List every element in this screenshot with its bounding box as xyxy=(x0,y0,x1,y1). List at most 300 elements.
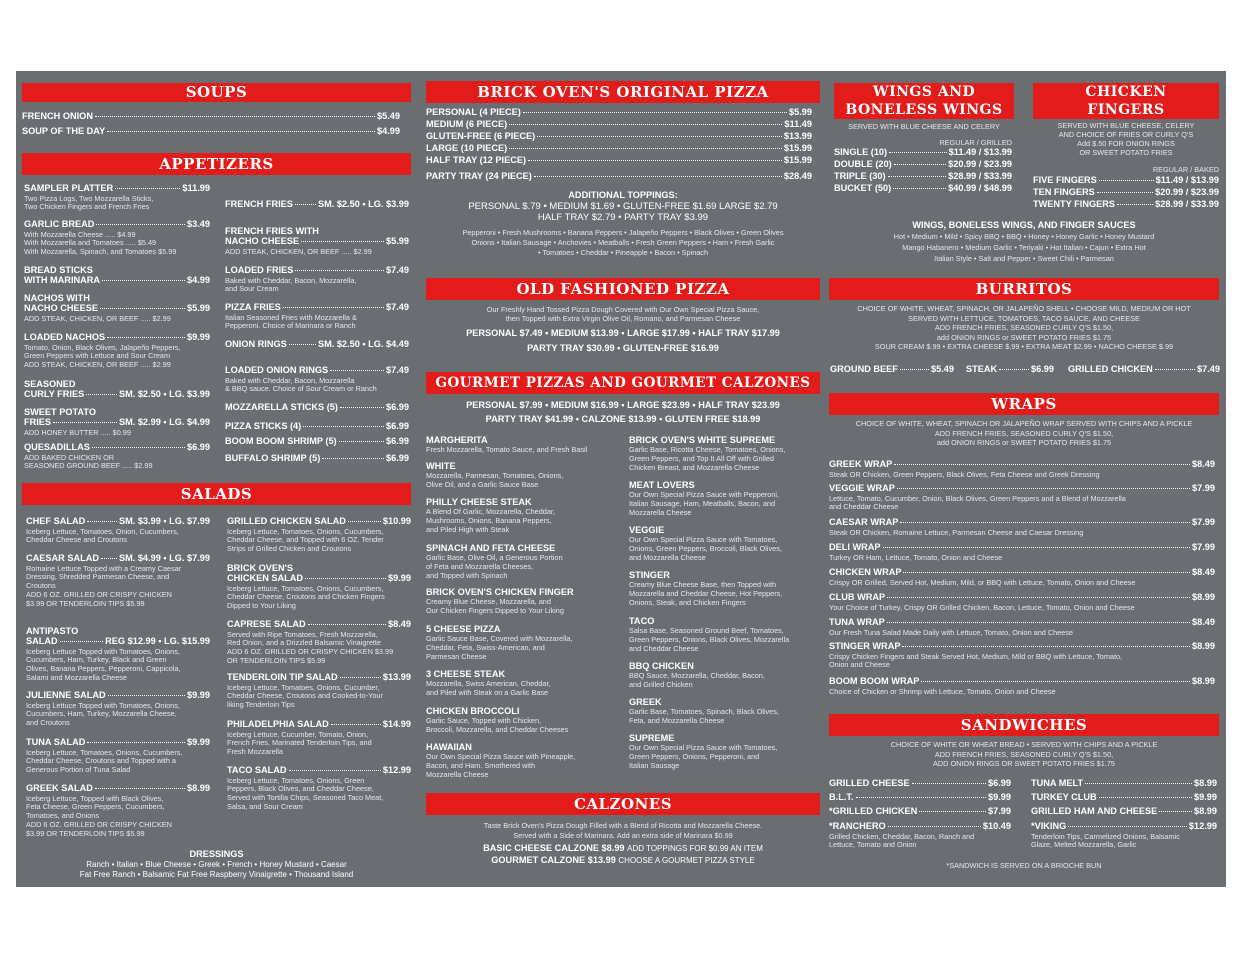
item-desc: Cheddar Cheese, Croutons and Cooked-to-Your xyxy=(227,691,383,701)
gourmet-item-desc: Our Own Special Pizza Sauce with Tomatoes, xyxy=(629,743,778,752)
gourmet-item-desc: and Topped with Spinach xyxy=(426,570,508,580)
leader-dots xyxy=(92,447,185,448)
item-name: BUCKET (50) xyxy=(834,183,892,193)
gourmet-item-name: WHITE xyxy=(426,461,456,471)
item-price: $5.99 xyxy=(386,236,409,246)
leader-dots xyxy=(295,204,316,205)
item-name: FRENCH FRIES xyxy=(225,199,293,209)
leader-dots xyxy=(108,695,185,696)
menu-item-row xyxy=(834,184,1012,193)
calzones-desc: Served with a Side of Marinara. Add an extra side of Marinara $0.99 xyxy=(513,831,733,840)
item-desc: French Fries, Marinated Tenderloin Tips, and xyxy=(227,738,372,748)
item-desc: Italian Seasoned Fries with Mozzarella & xyxy=(225,312,357,322)
item-price: $15.99 xyxy=(783,143,812,153)
item-name: *GRILLED CHICKEN xyxy=(829,806,918,816)
item-name: PERSONAL (4 PIECE) xyxy=(426,107,521,117)
item-price: $9.99 xyxy=(388,573,411,583)
section-title-calzones: CALZONES xyxy=(426,793,820,815)
item-price: $8.99 xyxy=(1192,676,1215,686)
item-desc: With Mozzarella Cheese ..... $4.99 xyxy=(24,229,136,239)
leader-dots xyxy=(95,788,185,789)
item-name: FRENCH FRIES WITH xyxy=(225,226,319,236)
item-name: LOADED ONION RINGS xyxy=(225,365,329,375)
item-price: $7.99 xyxy=(1192,542,1215,552)
item-name: GRILLED CHEESE xyxy=(829,778,910,788)
section-title-sandwiches: SANDWICHES xyxy=(829,714,1219,736)
menu-item-row xyxy=(225,454,409,463)
item-price: SM. $2.99 • LG. $4.99 xyxy=(118,417,210,427)
menu-item-row xyxy=(829,543,1215,552)
item-name: *VIKING xyxy=(1031,821,1067,831)
burritos-desc: ADD FRENCH FRIES, SEASONED CURLY Q'S $1.50, xyxy=(934,323,1114,332)
item-price: $40.99 / $48.99 xyxy=(948,183,1012,193)
leader-dots xyxy=(900,369,929,370)
leader-dots xyxy=(87,742,185,743)
leader-dots xyxy=(534,176,782,177)
gourmet-item-desc: Italian Sausage xyxy=(629,760,680,770)
item-name: CAESAR WRAP xyxy=(829,517,899,527)
leader-dots xyxy=(96,224,185,225)
item-price: $15.99 xyxy=(783,155,812,165)
item-name: ANTIPASTO xyxy=(26,626,79,636)
leader-dots xyxy=(528,160,782,161)
item-price: $7.49 xyxy=(386,265,409,275)
item-name: TUNA SALAD xyxy=(26,737,86,747)
gourmet-prices: PARTY TRAY $41.99 • CALZONE $13.99 • GLUTEN FREE $18.99 xyxy=(485,414,761,424)
item-price: $7.99 xyxy=(1192,483,1215,493)
item-name: CHEF SALAD xyxy=(26,516,86,526)
leader-dots xyxy=(107,337,185,338)
item-desc: Pepperoni. Choice of Marinara or Ranch xyxy=(225,321,356,331)
menu-item-row xyxy=(22,127,400,136)
gourmet-item-desc: Italian Sausage, Ham, Meatballs, Bacon, and xyxy=(629,498,776,508)
menu-item-row xyxy=(26,637,210,646)
gourmet-item-desc: Creamy Blue Cheese Base, then Topped with xyxy=(629,580,777,589)
gourmet-item-desc: Chicken Breast, and Mozzarella Cheese xyxy=(629,462,760,472)
menu-item-row xyxy=(426,156,812,165)
leader-dots xyxy=(330,370,384,371)
item-desc: Tomatoes, and Onions xyxy=(26,811,100,821)
item-desc: Dressing, Shredded Parmesan Cheese, and xyxy=(26,572,170,582)
wraps-desc: ADD FRENCH FRIES, SEASONED CURLY Q'S $1.50, xyxy=(934,428,1114,438)
menu-item-row xyxy=(24,333,210,342)
item-price: $5.99 xyxy=(187,303,210,313)
item-desc: Turkey OR Ham, Lettuce, Tomato, Onion and Cheese xyxy=(829,552,1003,562)
menu-item-row xyxy=(26,554,210,563)
menu-item-row xyxy=(829,568,1215,577)
item-price: $6.99 xyxy=(386,421,409,431)
leader-dots xyxy=(888,176,947,177)
gourmet-item-name: SUPREME xyxy=(629,733,675,743)
menu-item-row xyxy=(227,766,411,775)
leader-dots xyxy=(888,826,981,827)
gourmet-item-desc: Mozzarella Cheese xyxy=(629,507,692,517)
leader-dots xyxy=(283,307,384,308)
gourmet-item-desc: and Cheddar Cheese xyxy=(629,643,699,653)
item-name: SAMPLER PLATTER xyxy=(24,183,114,193)
leader-dots xyxy=(348,521,381,522)
calzones-desc: Taste Brick Oven's Pizza Dough Filled with a Blend of Ricotta and Mozzarella Cheese. xyxy=(483,821,763,830)
dressings-line: Fat Free Ranch • Balsamic Fat Free Raspberry Vinaigrette • Thousand Island xyxy=(79,870,354,879)
item-desc: ADD 6 OZ. GRILLED OR CRISPY CHICKEN $3.99 xyxy=(227,647,394,657)
dressings-line: Ranch • Italian • Blue Cheese • Greek • French • Honey Mustard • Caesar xyxy=(86,860,347,869)
gourmet-item-desc: and Piled High with Steak xyxy=(426,524,510,534)
item-price: $5.49 xyxy=(931,364,954,374)
menu-item-row xyxy=(966,365,1054,374)
item-desc: Strips of Grilled Chicken and Croutons xyxy=(227,544,352,554)
gourmet-item-desc: Cheddar, Feta, Swiss-American, and xyxy=(426,642,545,652)
item-name: JULIENNE SALAD xyxy=(26,690,106,700)
item-name: FRENCH ONION xyxy=(22,111,93,121)
item-price: $8.49 xyxy=(1192,617,1215,627)
calzone-gourmet xyxy=(426,856,820,865)
calzone-basic-note: ADD TOPPINGS FOR $0.99 AN ITEM xyxy=(627,844,763,853)
item-price: $8.49 xyxy=(1192,459,1215,469)
item-price: $9.99 xyxy=(1194,792,1217,802)
item-name: STEAK xyxy=(966,364,998,374)
item-desc: Green Peppers with Lettuce and Sour Cream xyxy=(24,351,171,361)
item-desc: Feta Cheese, Green Peppers, Cucumbers, xyxy=(26,802,165,812)
item-price: $8.49 xyxy=(1192,567,1215,577)
burritos-desc: SERVED WITH LETTUCE, TOMATOES, TACO SAUCE, AND CHEESE xyxy=(908,313,1140,323)
menu-item-row xyxy=(1031,807,1217,816)
item-name: GRILLED HAM AND CHEESE xyxy=(1031,806,1158,816)
item-name: GARLIC BREAD xyxy=(24,219,95,229)
item-desc: Your Choice of Turkey, Crispy OR Grilled Chicken, Bacon, Lettuce, Tomato, Onion and Cheese xyxy=(829,602,1135,612)
leader-dots xyxy=(894,164,946,165)
gourmet-item-desc: Our Own Special Pizza Sauce with Pineapple, xyxy=(426,752,576,761)
menu-item-row xyxy=(829,677,1215,686)
item-name: TWENTY FINGERS xyxy=(1033,199,1116,209)
leader-dots xyxy=(537,136,782,137)
item-desc: Baked with Cheddar, Bacon, Mozzarella, xyxy=(225,275,357,285)
leader-dots xyxy=(289,344,316,345)
menu-item-row xyxy=(227,720,411,729)
item-desc: Iceberg Lettuce, Topped with Black Olives, xyxy=(26,793,164,803)
item-desc: liking Tenderloin Tips xyxy=(227,700,295,710)
item-price: SM. $2.50 • LG. $3.99 xyxy=(317,199,409,209)
item-desc: Red Onion, and a Drizzled Balsamic Vinaigrette xyxy=(227,638,381,648)
leader-dots xyxy=(340,407,384,408)
sauces-list: Hot • Medium • Mild • Spicy BBQ • BBQ • Honey • Honey Garlic • Honey Mustard xyxy=(893,232,1155,241)
item-desc: ADD STEAK, CHICKEN, OR BEEF ..... $2.99 xyxy=(24,313,171,323)
menu-item-row xyxy=(22,112,400,121)
item-price: SM. $2.50 • LG. $4.49 xyxy=(317,339,409,349)
menu-item-row xyxy=(225,403,409,412)
item-price: SM. $2.50 • LG. $3.99 xyxy=(118,389,210,399)
menu-item-row xyxy=(225,437,409,446)
gourmet-item-desc: Mozzarella, Parmesan, Tomatoes, Onions, xyxy=(426,471,564,480)
gourmet-item-name: 3 CHEESE STEAK xyxy=(426,669,506,679)
fingers-note: AND CHOICE OF FRIES OR CURLY Q'S xyxy=(1058,130,1194,139)
item-price: $13.99 xyxy=(382,672,411,682)
menu-item-row xyxy=(426,132,812,141)
menu-item-row xyxy=(829,807,1011,816)
menu-item-row xyxy=(1033,188,1219,197)
menu-item-row xyxy=(24,184,210,193)
menu-item-row xyxy=(227,673,411,682)
section-title-gourmet: GOURMET PIZZAS AND GOURMET CALZONES xyxy=(426,372,820,394)
fingers-note: OR SWEET POTATO FRIES xyxy=(1079,148,1173,157)
sauces-title: WINGS, BONELESS WINGS, AND FINGER SAUCES xyxy=(912,220,1136,230)
item-desc: ADD HONEY BUTTER ..... $0.99 xyxy=(24,427,131,437)
gourmet-item-desc: Garlic Base, Tomatoes, Spinach, Black Olives, xyxy=(629,707,779,716)
gourmet-item-name: MEAT LOVERS xyxy=(629,480,695,490)
leader-dots xyxy=(53,422,117,423)
leader-dots xyxy=(322,458,384,459)
item-desc: and Croutons xyxy=(26,718,70,728)
menu-item-row xyxy=(26,784,210,793)
menu-item-row xyxy=(225,303,409,312)
item-desc: Generous Portion of Tuna Salad xyxy=(26,765,131,775)
old-fashioned-desc: then Topped with Extra Virgin Olive Oil, Romano, and Parmesan Cheese xyxy=(505,314,741,323)
item-price: $5.49 xyxy=(377,111,400,121)
item-desc: Iceberg Lettuce, Tomatoes, Onions, Cucumbers, xyxy=(227,526,384,536)
menu-item-row xyxy=(829,618,1215,627)
menu-item-row xyxy=(829,642,1215,651)
leader-dots xyxy=(95,116,375,117)
gourmet-item-desc: and Grilled Chicken xyxy=(629,679,693,689)
item-desc: Two Chicken Fingers and French Fries xyxy=(24,202,150,212)
fingers-note: SERVED WITH BLUE CHEESE, CELERY xyxy=(1057,121,1195,130)
item-name: QUESADILLAS xyxy=(24,442,90,452)
item-name: CURLY FRIES xyxy=(24,389,85,399)
item-name: STINGER WRAP xyxy=(829,641,901,651)
item-desc: Iceberg Lettuce Topped with Tomatoes, Onions, xyxy=(26,646,180,656)
gourmet-item-desc: and Piled with Steak on a Garlic Base xyxy=(426,687,549,697)
menu-item-row xyxy=(1068,365,1220,374)
menu-item-row xyxy=(834,160,1012,169)
item-name: *RANCHERO xyxy=(829,821,886,831)
menu-item-row xyxy=(227,517,411,526)
item-desc: $3.99 OR TENDERLOIN TIPS $5.99 xyxy=(26,828,145,838)
item-name: LOADED NACHOS xyxy=(24,332,106,342)
leader-dots xyxy=(115,188,180,189)
item-name: TENDERLOIN TIP SALAD xyxy=(227,672,338,682)
item-price: REG $12.99 • LG. $15.99 xyxy=(105,636,210,646)
item-price: $6.99 xyxy=(1031,364,1054,374)
item-name: TEN FINGERS xyxy=(1033,187,1095,197)
gourmet-item-desc: Mozzarella and Cheddar Cheese, Hot Peppers, xyxy=(629,588,783,598)
item-name: CLUB WRAP xyxy=(829,592,886,602)
item-name: BREAD STICKS xyxy=(24,265,93,275)
leader-dots xyxy=(339,441,384,442)
item-price: $8.99 xyxy=(1194,778,1217,788)
gourmet-item-name: 5 CHEESE PIZZA xyxy=(426,624,501,634)
leader-dots xyxy=(301,241,384,242)
gourmet-item-desc: Olive Oil, and a Garlic Sauce Base xyxy=(426,479,539,489)
menu-item-row xyxy=(24,276,210,285)
gourmet-item-desc: Green Peppers, Onions, Pepperoni, and xyxy=(629,751,760,761)
item-name: CAPRESE SALAD xyxy=(227,619,306,629)
item-price: $11.49 xyxy=(784,119,812,129)
menu-item-row xyxy=(829,779,1011,788)
wings-cols: REGULAR / GRILLED xyxy=(939,138,1012,147)
wings-note: SERVED WITH BLUE CHEESE AND CELERY xyxy=(848,122,1000,131)
calzone-gourmet-label: GOURMET CALZONE $13.99 xyxy=(491,855,619,865)
item-desc: Choice of Chicken or Shrimp with Lettuce, Tomato, Onion and Cheese xyxy=(829,686,1056,696)
leader-dots xyxy=(102,280,185,281)
item-price: $6.99 xyxy=(187,442,210,452)
item-name: VEGGIE WRAP xyxy=(829,483,895,493)
item-price: $11.99 xyxy=(182,183,210,193)
item-name: BOOM BOOM SHRIMP (5) xyxy=(225,436,337,446)
menu-item-row xyxy=(24,418,210,427)
menu-item-row xyxy=(24,443,210,452)
item-name: TRIPLE (30) xyxy=(834,171,886,181)
old-fashioned-prices: PERSONAL $7.49 • MEDIUM $13.99 • LARGE $17.99 • HALF TRAY $17.99 xyxy=(466,328,780,338)
item-price: $7.49 xyxy=(386,365,409,375)
item-name: CAESAR SALAD xyxy=(26,553,99,563)
item-desc: Cheddar Cheese, Croutons and Chicken Fingers xyxy=(227,592,385,602)
item-desc: Iceberg Lettuce, Tomatoes, Onions, Green xyxy=(227,775,365,785)
section-title-wings: WINGS AND BONELESS WINGS xyxy=(834,83,1014,119)
menu-item-row xyxy=(24,390,210,399)
gourmet-item-name: BBQ CHICKEN xyxy=(629,661,694,671)
leader-dots xyxy=(999,369,1029,370)
old-fashioned-desc: Our Freshly Hand Tossed Pizza Dough Covered with Our Own Special Pizza Sauce, xyxy=(486,305,760,314)
item-price: $3.49 xyxy=(187,219,210,229)
menu-item-row xyxy=(225,422,409,431)
item-price: $10.49 xyxy=(982,821,1011,831)
item-desc: Dipped to Your Liking xyxy=(227,601,296,611)
item-desc: ADD BAKED CHICKEN OR xyxy=(24,452,115,462)
item-name: NACHOS WITH xyxy=(24,293,90,303)
menu-item-row xyxy=(26,517,210,526)
burritos-desc: add ONION RINGS or SWEET POTATO FRIES $1.75 xyxy=(936,332,1112,342)
item-price: $6.99 xyxy=(386,453,409,463)
leader-dots xyxy=(87,521,117,522)
menu-item-row xyxy=(225,266,409,275)
item-name: SWEET POTATO xyxy=(24,407,96,417)
burritos-desc: CHOICE OF WHITE, WHEAT, SPINACH, OR JALAPEÑO SHELL • CHOOSE MILD, MEDIUM OR HOT xyxy=(857,304,1191,313)
gourmet-item-desc: Our Own Special Pizza Sauce with Pepperoni, xyxy=(629,490,780,499)
item-name: CHICKEN WRAP xyxy=(829,567,902,577)
wraps-desc: add ONION RINGS or SWEET POTATO FRIES $1.75 xyxy=(936,438,1112,447)
toppings-list: Pepperoni • Fresh Mushrooms • Banana Peppers • Jalapeño Peppers • Black Olives • Green Olives xyxy=(462,228,784,237)
item-desc: and Cheddar Cheese xyxy=(829,502,899,512)
item-desc: Crispy Chicken Fingers and Steak Served Hot, Medium, Mild or BBQ with Lettuce, Tomato, xyxy=(829,651,1123,661)
item-price: $8.99 xyxy=(1192,592,1215,602)
item-name: NACHO CHEESE xyxy=(24,303,99,313)
fingers-cols: REGULAR / BAKED xyxy=(1152,165,1219,174)
item-name: MOZZARELLA STICKS (5) xyxy=(225,402,338,412)
item-name: BOOM BOOM WRAP xyxy=(829,676,920,686)
gourmet-item-desc: Our Own Special Pizza Sauce with Tomatoes, xyxy=(629,535,778,544)
item-name: WITH MARINARA xyxy=(24,275,101,285)
menu-item-row xyxy=(1031,793,1217,802)
item-desc: Tenderloin Tips, Carmelized Onions, Balsamic xyxy=(1031,831,1180,841)
item-name: SOUP OF THE DAY xyxy=(22,126,106,136)
gourmet-item-name: CHICKEN BROCCOLI xyxy=(426,706,520,716)
leader-dots xyxy=(897,488,1190,489)
menu-item-row xyxy=(227,620,411,629)
gourmet-item-desc: Bacon, and Ham. Smothered with xyxy=(426,760,536,770)
gourmet-item-desc: Mozzarella Cheese xyxy=(426,769,489,779)
gourmet-item-desc: Green Peppers, Onions, Black Olives, Mozzarella xyxy=(629,634,790,644)
menu-item-row xyxy=(1033,176,1219,185)
menu-item-row xyxy=(26,738,210,747)
gourmet-item-name: VEGGIE xyxy=(629,525,665,535)
leader-dots xyxy=(1099,180,1154,181)
item-desc: and Sour Cream xyxy=(225,284,279,294)
item-desc: Steak OR Chicken, Romaine Lettuce, Parmesan Cheese and Caesar Dressing xyxy=(829,527,1084,537)
toppings-title: ADDITIONAL TOPPINGS: xyxy=(568,190,678,200)
item-price: $9.99 xyxy=(988,792,1011,802)
gourmet-item-desc: Our Chicken Fingers Dipped to Your Liking xyxy=(426,605,564,615)
menu-panel xyxy=(16,71,1226,887)
item-name: TURKEY CLUB xyxy=(1031,792,1097,802)
menu-item-row xyxy=(227,574,411,583)
item-name: MEDIUM (6 PIECE) xyxy=(426,119,508,129)
menu-item-row xyxy=(834,172,1012,181)
gourmet-prices: PERSONAL $7.99 • MEDIUM $16.99 • LARGE $23.99 • HALF TRAY $23.99 xyxy=(466,400,780,410)
item-desc: Served with Ripe Tomatoes, Fresh Mozzarella, xyxy=(227,629,378,639)
leader-dots xyxy=(289,770,381,771)
item-name: GREEK WRAP xyxy=(829,459,893,469)
section-title-old-fashioned: OLD FASHIONED PIZZA xyxy=(426,278,820,300)
leader-dots xyxy=(305,578,386,579)
item-name: PHILADELPHIA SALAD xyxy=(227,719,329,729)
item-desc: Two Pizza Logs, Two Mozzarella Sticks, xyxy=(24,193,154,203)
item-desc: & BBQ sauce. Choice of Sour Cream or Ranch xyxy=(225,384,377,394)
leader-dots xyxy=(86,394,117,395)
item-price: $8.99 xyxy=(187,783,210,793)
item-price: SM. $4.99 • LG. $7.99 xyxy=(118,553,210,563)
item-price: $10.99 xyxy=(382,516,411,526)
gourmet-item-desc: and Mozzarella Cheese xyxy=(629,552,706,562)
item-desc: Iceberg Lettuce Topped with Tomatoes, Onions, xyxy=(26,700,180,710)
gourmet-item-desc: Mozzarella, Swiss American, Cheddar, xyxy=(426,679,551,688)
item-price: $20.99 / $23.99 xyxy=(1155,187,1219,197)
item-desc: ADD 6 OZ. GRILLED OR CRISPY CHICKEN xyxy=(26,589,172,599)
menu-item-row xyxy=(426,144,812,153)
item-name: GREEK SALAD xyxy=(26,783,93,793)
section-title-soups: SOUPS xyxy=(22,83,411,102)
gourmet-item-desc: Mushrooms, Onions, Banana Peppers, xyxy=(426,515,552,525)
item-price: $12.99 xyxy=(382,765,411,775)
gourmet-item-desc: Green Peppers, and Top It All Off with Grilled xyxy=(629,453,774,463)
gourmet-item-name: MARGHERITA xyxy=(426,435,488,445)
sauces-list: Italian Style • Salt and Pepper • Sweet Chili • Parmesan xyxy=(934,254,1114,263)
item-desc: Cheddar Cheese, and Topped with 6 OZ. Tender xyxy=(227,535,384,545)
item-name: PIZZA STICKS (4) xyxy=(225,421,302,431)
leader-dots xyxy=(60,641,103,642)
leader-dots xyxy=(101,558,117,559)
item-price: $12.99 xyxy=(1188,821,1217,831)
leader-dots xyxy=(1099,797,1192,798)
item-desc: Steak OR Chicken, Green Peppers, Black Olives, Feta Cheese and Greek Dressing xyxy=(829,469,1100,479)
item-price: $7.49 xyxy=(386,302,409,312)
item-name: BUFFALO SHRIMP (5) xyxy=(225,453,321,463)
item-desc: ADD STEAK, CHICKEN, OR BEEF ..... $2.99 xyxy=(24,360,171,370)
sandwiches-desc: ADD FRENCH FRIES, SEASONED CURLY Q'S $1.50, xyxy=(934,749,1114,759)
item-name: SEASONED xyxy=(24,379,76,389)
item-price: $5.99 xyxy=(789,107,812,117)
toppings-prices: HALF TRAY $2.79 • PARTY TRAY $3.99 xyxy=(537,212,709,223)
item-desc: Iceberg Lettuce, Tomatoes, Onions, Cucumbers, xyxy=(26,747,183,757)
item-name: NACHO CHEESE xyxy=(225,236,300,246)
item-desc: ADD 6 OZ. GRILLED OR CRISPY CHICKEN xyxy=(26,819,172,829)
sandwiches-footnote: *SANDWICH IS SERVED ON A BRIOCHE BUN xyxy=(946,861,1102,870)
leader-dots xyxy=(912,783,986,784)
menu-item-row xyxy=(426,120,812,129)
item-desc: Grilled Chicken, Cheddar, Bacon, Ranch and xyxy=(829,831,975,841)
item-desc: Tomato, Onion, Black Olives, Jalapeño Peppers, xyxy=(24,342,181,352)
gourmet-item-desc: Garlic Sauce, Topped with Chicken, xyxy=(426,716,542,725)
wraps-desc: CHOICE OF WHITE, WHEAT, SPINACH OR JALAPEÑO WRAP SERVED WITH CHIPS AND A PICKLE xyxy=(855,419,1193,428)
dressings-title: DRESSINGS xyxy=(189,849,244,859)
